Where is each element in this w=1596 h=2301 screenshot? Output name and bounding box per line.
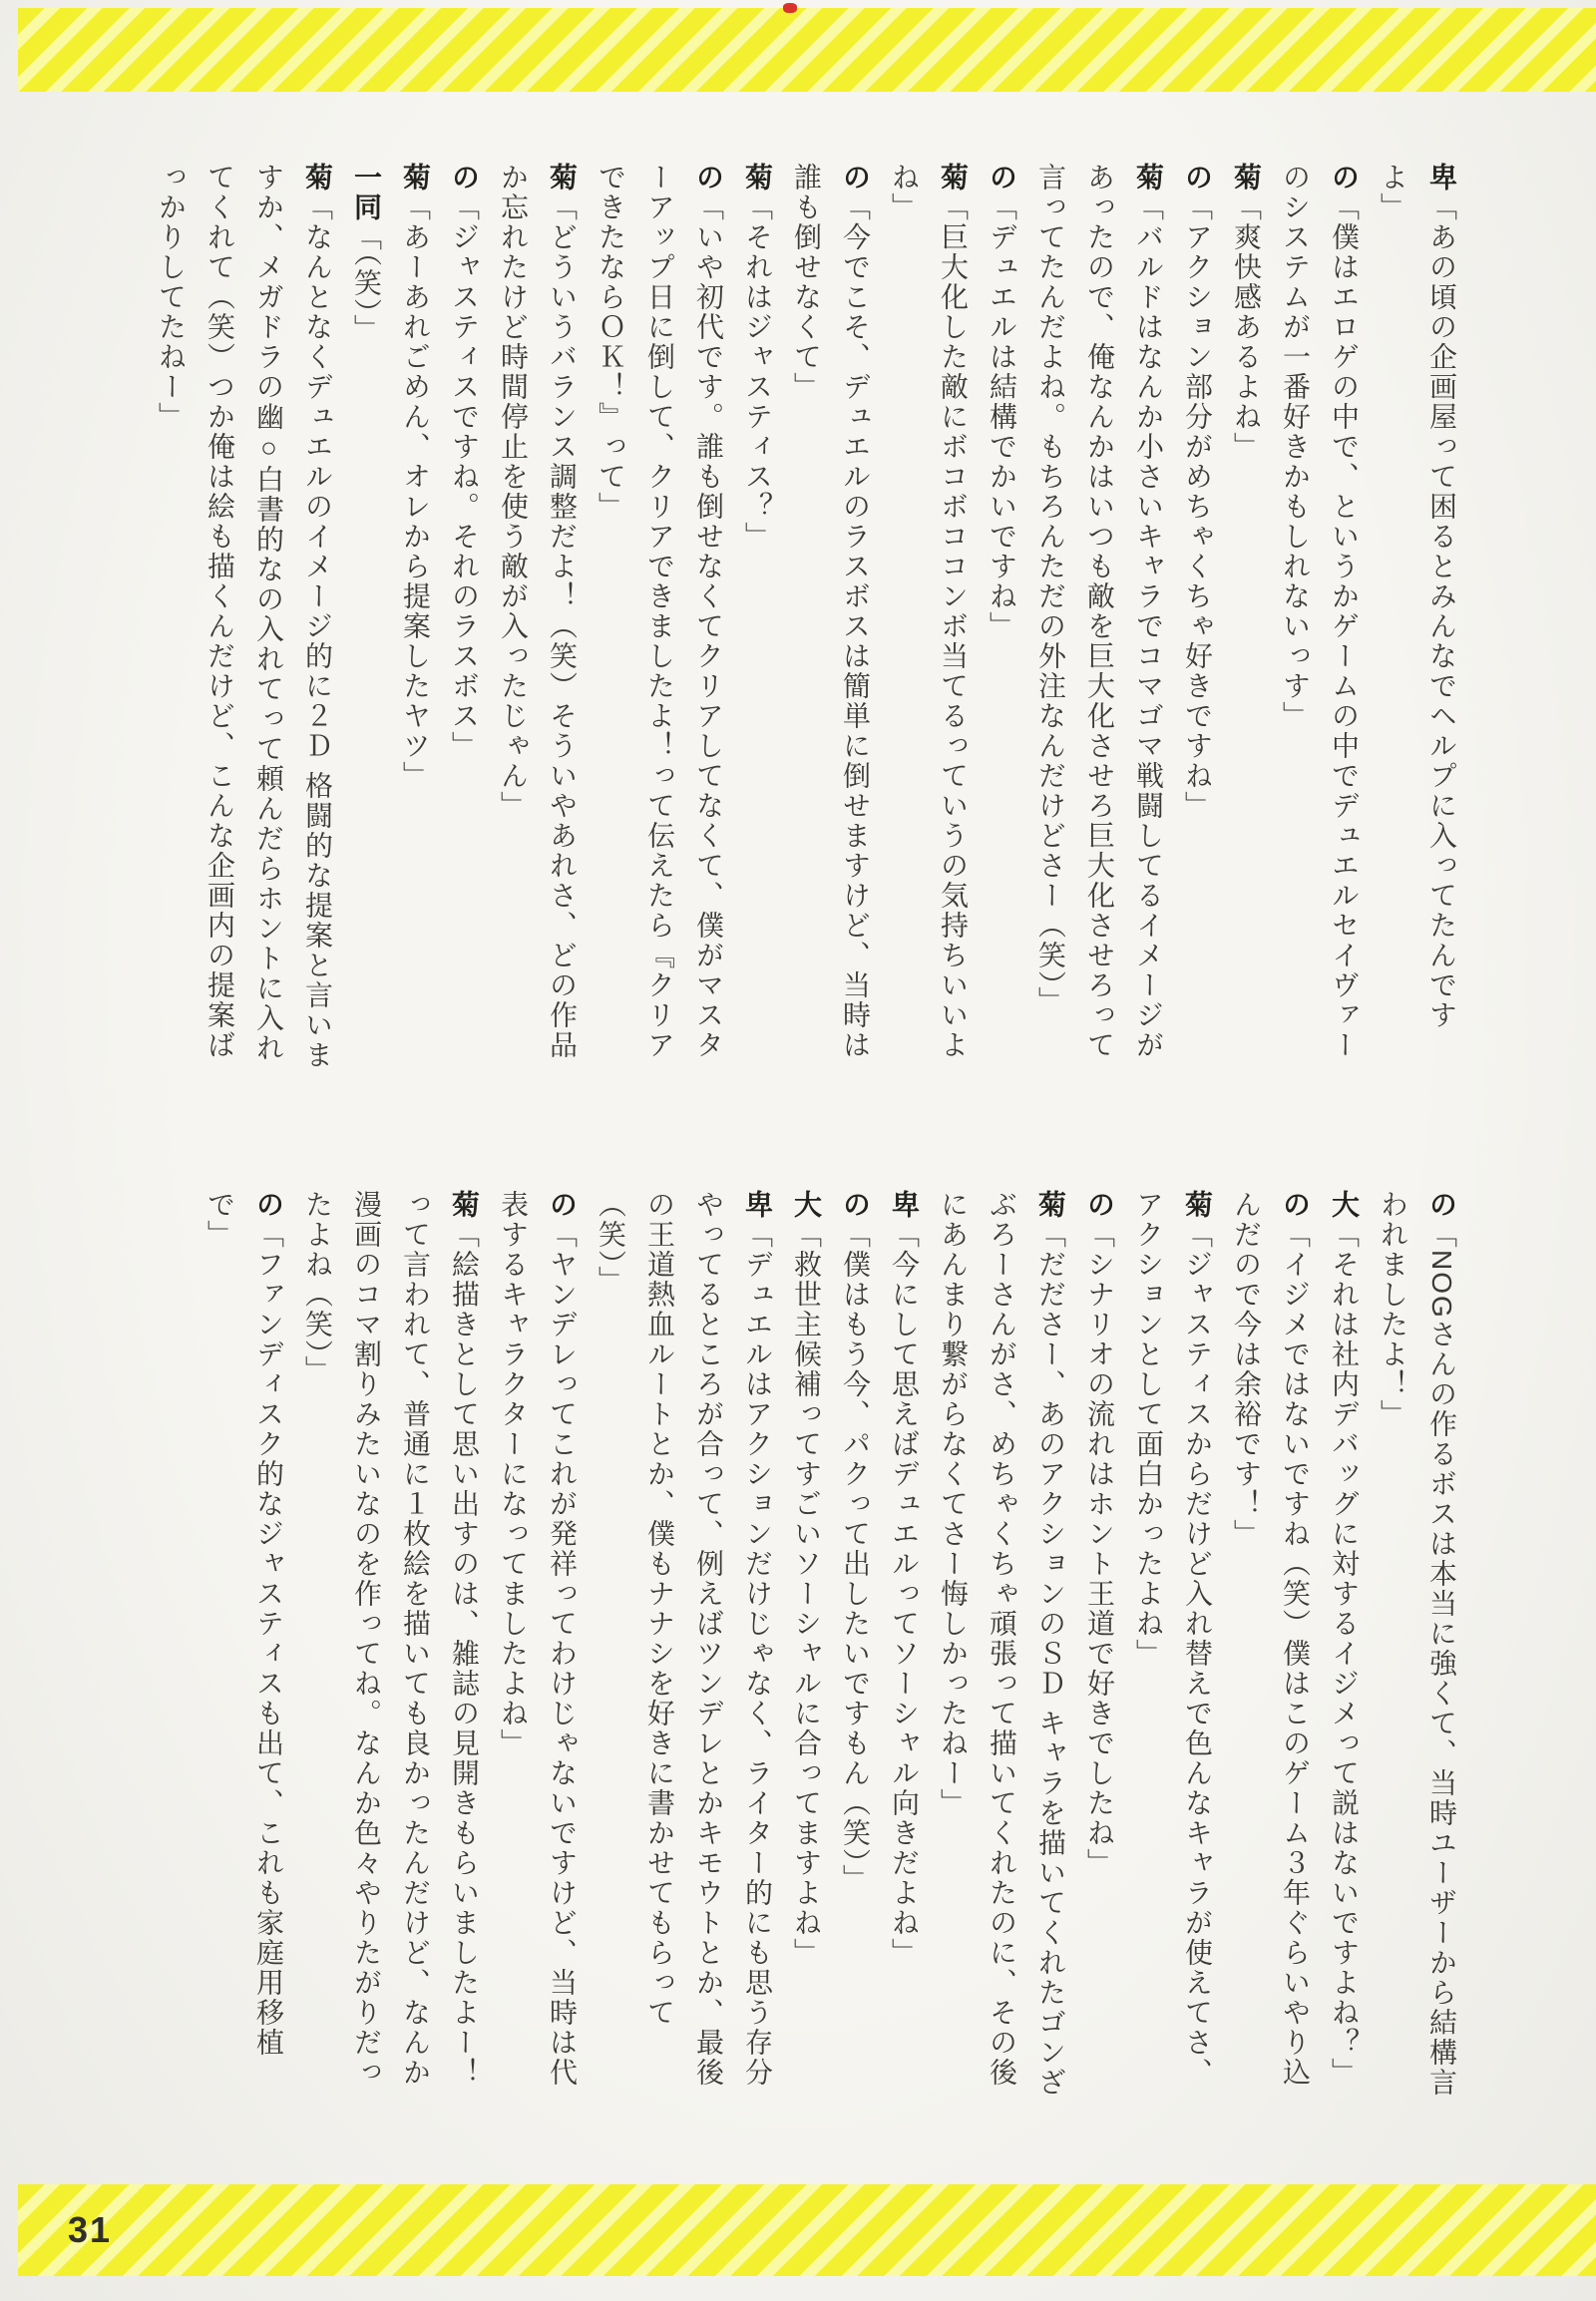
speaker-label: 菊: [1231, 163, 1262, 192]
dialogue-turn: [293, 1190, 489, 2103]
dialogue-turn: [1369, 1190, 1466, 2103]
dialogue-turn: [782, 163, 880, 1075]
dialogue-text: 「バルドはなんか小さいキャラでコマゴマ戦闘してるイメージがあったので、俺なんかはいつも敵を巨大化させろ巨大化させろって言ってたんだよね。もちろんただの外注なんだけどさー（笑）」: [1035, 163, 1164, 1060]
dialogue-turn: [489, 163, 587, 1075]
dialogue-turn: [342, 163, 391, 1075]
speaker-label: 一同: [351, 163, 382, 222]
speaker-label: 菊: [400, 163, 431, 192]
page-number: 31: [68, 2209, 113, 2250]
interview-section-top: [147, 163, 1466, 1075]
dialogue-text: 「デュエルは結構でかいですね」: [987, 192, 1017, 641]
dialogue-turn: [391, 163, 440, 1075]
dialogue-text: 「アクション部分がめちゃくちゃ好きですね」: [1182, 192, 1213, 821]
red-registration-mark: [783, 3, 797, 13]
dialogue-turn: [1222, 163, 1271, 1075]
speaker-label: 菊: [449, 1190, 480, 1220]
speaker-label: 菊: [302, 163, 333, 192]
top-stripe-banner: [18, 8, 1596, 92]
dialogue-turn: [733, 163, 782, 1075]
dialogue-turn: [1075, 1190, 1124, 2103]
dialogue-turn: [196, 1190, 293, 2103]
speaker-label: 菊: [1035, 1190, 1066, 1220]
speaker-label: の: [1182, 163, 1213, 192]
dialogue-text: 「イジメではないですね（笑）僕はこのゲーム３年ぐらいやり込んだので今は余裕です！」: [1231, 1190, 1311, 2088]
speaker-label: 菊: [742, 163, 773, 192]
dialogue-text: 「だださー、あのアクションのＳＤ キャラを描いてくれたゴンざぶろーさんがさ、めちゃくちゃ頑張って描いてくれたのに、その後にあんまり繋がらなくてさー悔しかったねー」: [938, 1190, 1066, 2098]
speaker-label: の: [1329, 163, 1360, 192]
speaker-label: 卑: [742, 1190, 773, 1220]
dialogue-turn: [147, 163, 342, 1075]
speaker-label: 菊: [1182, 1190, 1213, 1220]
speaker-label: の: [1084, 1190, 1115, 1220]
speaker-label: 菊: [1133, 163, 1164, 192]
dialogue-text: 「今でこそ、デュエルのラスボスは簡単に倒せますけど、当時は誰も倒せなくて」: [791, 163, 871, 1060]
dialogue-turn: [929, 1190, 1075, 2103]
speaker-label: の: [253, 1190, 284, 1220]
interview-section-bottom: [196, 1190, 1466, 2103]
dialogue-text: 「シナリオの流れはホント王道で好きでしたね」: [1084, 1220, 1115, 1878]
dialogue-turn: [1173, 163, 1222, 1075]
dialogue-text: 「爽快感あるよね」: [1231, 192, 1262, 462]
dialogue-text: 「それは社内デバッグに対するイジメって説はないですよね？」: [1329, 1220, 1360, 2088]
speaker-label: の: [987, 163, 1017, 192]
dialogue-text: 「今にして思えばデュエルってソーシャル向きだよね」: [889, 1220, 920, 1968]
dialogue-text: 「絵描きとして思い出すのは、雑誌の見開きもらいましたよー！って言われて、普通に１枚絵を描いても良かったんだけど、なんか漫画のコマ割りみたいなのを作ってね。なんか色々やりたがりだったよね（笑）」: [302, 1190, 480, 2088]
dialogue-turn: [880, 1190, 929, 2103]
dialogue-text: 「なんとなくデュエルのイメージ的に２Ｄ 格闘的な提案と言いますか、メガドラの幽○白書的なの入れてって頼んだらホントに入れてくれて（笑）つか俺は絵も描くんだけど、こんな企画内の提案ばっかりしてたねー」: [156, 163, 333, 1070]
speaker-label: の: [840, 1190, 871, 1220]
dialogue-text: 「ヤンデレってこれが発祥ってわけじゃないですけど、当時は代表するキャラクターになってましたよね」: [498, 1190, 578, 2088]
speaker-label: の: [1280, 1190, 1311, 1220]
dialogue-text: 「僕はエロゲの中で、というかゲームの中でデュエルセイヴァーのシステムが一番好きかもしれないっす」: [1280, 163, 1360, 1060]
dialogue-turn: [782, 1190, 831, 2103]
dialogue-text: 「いや初代です。誰も倒せなくてクリアしてなくて、僕がマスターアップ日に倒して、クリアできましたよ！って伝えたら『クリアできたならＯＫ！』って」: [596, 163, 724, 1060]
dialogue-text: 「あーあれごめん、オレから提案したヤツ」: [400, 192, 431, 791]
speaker-label: 大: [791, 1190, 822, 1220]
speaker-label: 卑: [1426, 163, 1457, 192]
speaker-label: の: [1426, 1190, 1457, 1220]
bottom-stripe-banner: [18, 2184, 1596, 2276]
speaker-label: の: [693, 163, 724, 192]
dialogue-turn: [587, 163, 733, 1075]
dialogue-text: 「あの頃の企画屋って困るとみんなでヘルプに入ってたんですよ」: [1378, 163, 1457, 1030]
speaker-label: 卑: [889, 1190, 920, 1220]
speaker-label: 大: [1329, 1190, 1360, 1220]
dialogue-text: 「デュエルはアクションだけじゃなく、ライター的にも思う存分やってるところが合って、例えばツンデレとかキモウトとか、最後の王道熱血ルートとか、僕もナナシを好きに書かせてもらって（笑）」: [596, 1190, 773, 2088]
dialogue-turn: [831, 1190, 880, 2103]
dialogue-turn: [1369, 163, 1466, 1075]
dialogue-turn: [489, 1190, 587, 2103]
dialogue-turn: [1026, 163, 1173, 1075]
dialogue-turn: [587, 1190, 782, 2103]
dialogue-text: 「僕はもう今、パクって出したいですもん（笑）」: [840, 1220, 871, 1894]
speaker-label: の: [547, 1190, 578, 1220]
dialogue-turn: [1271, 163, 1369, 1075]
dialogue-turn: [1124, 1190, 1222, 2103]
speaker-label: 菊: [938, 163, 969, 192]
dialogue-text: 「それはジャスティス？」: [742, 192, 773, 552]
dialogue-text: 「どういうバランス調整だよ！（笑）そういやあれさ、どの作品か忘れたけど時間停止を使う敵が入ったじゃん」: [498, 163, 578, 1060]
dialogue-turn: [440, 163, 489, 1075]
speaker-label: の: [840, 163, 871, 192]
dialogue-text: 「ジャスティスからだけど入れ替えで色んなキャラが使えてさ、アクションとして面白かったよね」: [1133, 1190, 1213, 2088]
speaker-label: の: [449, 163, 480, 192]
speaker-label: 菊: [547, 163, 578, 192]
dialogue-text: 「巨大化した敵にボコボココンボ当てるっていうの気持ちいいよね」: [889, 163, 969, 1060]
dialogue-turn: [1320, 1190, 1369, 2103]
dialogue-text: 「NOGさんの作るボスは本当に強くて、当時ユーザーから結構言われましたよ！」: [1378, 1190, 1457, 2098]
dialogue-text: 「ジャスティスですね。それのラスボス」: [449, 192, 480, 761]
dialogue-turn: [880, 163, 978, 1075]
dialogue-turn: [978, 163, 1026, 1075]
dialogue-text: 「救世主候補ってすごいソーシャルに合ってますよね」: [791, 1220, 822, 1968]
dialogue-text: 「（笑）」: [351, 222, 382, 344]
dialogue-turn: [1222, 1190, 1320, 2103]
dialogue-text: 「ファンディスク的なジャスティスも出て、これも家庭用移植で」: [204, 1190, 284, 2058]
